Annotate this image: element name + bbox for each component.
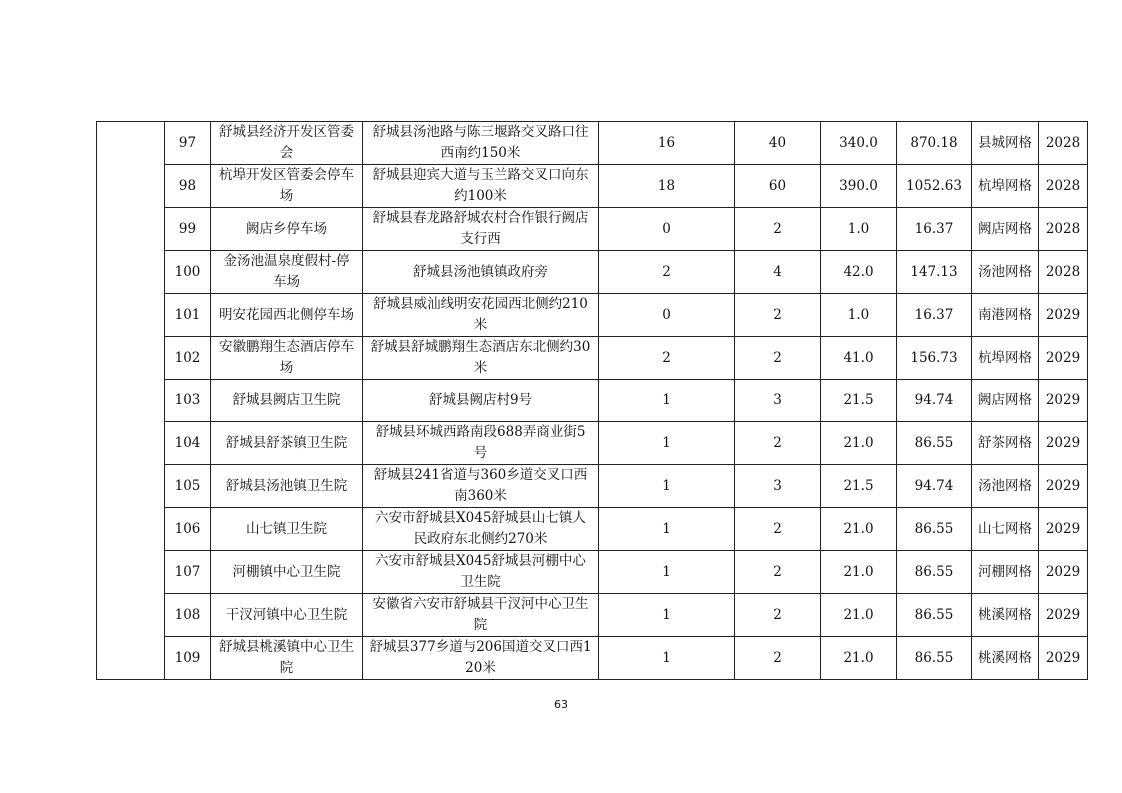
year: 2028 [1039, 165, 1088, 208]
grid-name: 舒茶网格 [972, 422, 1039, 465]
site-name: 金汤池温泉度假村-停车场 [211, 251, 363, 294]
row-number: 109 [165, 637, 211, 680]
grid-name: 河棚网格 [972, 551, 1039, 594]
value-a: 16 [599, 122, 735, 165]
grid-name: 桃溪网格 [972, 637, 1039, 680]
site-name: 安徽鹏翔生态酒店停车场 [211, 337, 363, 380]
value-b: 2 [735, 551, 821, 594]
site-address: 舒城县环城西路南段688弄商业街5号 [363, 422, 599, 465]
value-d: 86.55 [897, 508, 972, 551]
site-address: 舒城县241省道与360乡道交叉口西南360米 [363, 465, 599, 508]
table-row [97, 637, 1088, 680]
value-a: 0 [599, 208, 735, 251]
table-row [97, 294, 1088, 337]
value-c: 21.0 [821, 637, 897, 680]
value-c: 21.0 [821, 422, 897, 465]
table-row [97, 594, 1088, 637]
value-d: 16.37 [897, 294, 972, 337]
year: 2029 [1039, 337, 1088, 380]
value-c: 21.5 [821, 465, 897, 508]
value-c: 21.0 [821, 594, 897, 637]
value-b: 4 [735, 251, 821, 294]
table-row [97, 337, 1088, 380]
value-d: 16.37 [897, 208, 972, 251]
table-row [97, 122, 1088, 165]
value-a: 1 [599, 594, 735, 637]
value-a: 1 [599, 551, 735, 594]
value-b: 3 [735, 465, 821, 508]
site-name: 舒城县阙店卫生院 [211, 380, 363, 422]
value-c: 41.0 [821, 337, 897, 380]
value-a: 18 [599, 165, 735, 208]
value-c: 1.0 [821, 294, 897, 337]
grid-name: 杭埠网格 [972, 337, 1039, 380]
page-number: 63 [554, 698, 568, 711]
data-table [96, 121, 1088, 680]
value-d: 156.73 [897, 337, 972, 380]
grid-name: 阙店网格 [972, 380, 1039, 422]
year: 2029 [1039, 294, 1088, 337]
value-c: 42.0 [821, 251, 897, 294]
row-number: 108 [165, 594, 211, 637]
grid-name: 桃溪网格 [972, 594, 1039, 637]
value-b: 2 [735, 637, 821, 680]
grid-name: 汤池网格 [972, 251, 1039, 294]
value-b: 60 [735, 165, 821, 208]
value-c: 21.0 [821, 551, 897, 594]
site-address: 六安市舒城县X045舒城县河棚中心卫生院 [363, 551, 599, 594]
table-row [97, 251, 1088, 294]
site-address: 舒城县春龙路舒城农村合作银行阙店支行西 [363, 208, 599, 251]
value-a: 0 [599, 294, 735, 337]
site-name: 明安花园西北侧停车场 [211, 294, 363, 337]
row-number: 97 [165, 122, 211, 165]
site-name: 山七镇卫生院 [211, 508, 363, 551]
row-number: 100 [165, 251, 211, 294]
table-row [97, 422, 1088, 465]
year: 2028 [1039, 208, 1088, 251]
table-row [97, 465, 1088, 508]
site-name: 舒城县舒茶镇卫生院 [211, 422, 363, 465]
value-b: 2 [735, 422, 821, 465]
site-name: 干汊河镇中心卫生院 [211, 594, 363, 637]
value-d: 86.55 [897, 422, 972, 465]
site-address: 舒城县迎宾大道与玉兰路交叉口向东约100米 [363, 165, 599, 208]
value-b: 2 [735, 508, 821, 551]
value-d: 870.18 [897, 122, 972, 165]
year: 2029 [1039, 465, 1088, 508]
table-row [97, 165, 1088, 208]
site-address: 舒城县汤池镇镇政府旁 [363, 251, 599, 294]
year: 2028 [1039, 122, 1088, 165]
value-b: 2 [735, 337, 821, 380]
value-a: 1 [599, 465, 735, 508]
category-cell [97, 122, 165, 680]
value-b: 40 [735, 122, 821, 165]
row-number: 99 [165, 208, 211, 251]
site-address: 舒城县舒城鹏翔生态酒店东北侧约30米 [363, 337, 599, 380]
grid-name: 南港网格 [972, 294, 1039, 337]
site-address: 六安市舒城县X045舒城县山七镇人民政府东北侧约270米 [363, 508, 599, 551]
year: 2029 [1039, 594, 1088, 637]
row-number: 104 [165, 422, 211, 465]
value-d: 147.13 [897, 251, 972, 294]
site-name: 阙店乡停车场 [211, 208, 363, 251]
site-name: 舒城县经济开发区管委会 [211, 122, 363, 165]
value-d: 86.55 [897, 637, 972, 680]
table-row [97, 551, 1088, 594]
grid-name: 山七网格 [972, 508, 1039, 551]
site-name: 舒城县桃溪镇中心卫生院 [211, 637, 363, 680]
year: 2029 [1039, 551, 1088, 594]
row-number: 101 [165, 294, 211, 337]
site-address: 舒城县汤池路与陈三堰路交叉路口往西南约150米 [363, 122, 599, 165]
value-b: 2 [735, 294, 821, 337]
value-d: 1052.63 [897, 165, 972, 208]
value-a: 1 [599, 637, 735, 680]
year: 2029 [1039, 637, 1088, 680]
year: 2028 [1039, 251, 1088, 294]
value-d: 94.74 [897, 380, 972, 422]
value-a: 1 [599, 422, 735, 465]
value-c: 1.0 [821, 208, 897, 251]
value-d: 86.55 [897, 594, 972, 637]
row-number: 107 [165, 551, 211, 594]
row-number: 106 [165, 508, 211, 551]
table-row [97, 508, 1088, 551]
value-b: 3 [735, 380, 821, 422]
row-number: 102 [165, 337, 211, 380]
site-name: 舒城县汤池镇卫生院 [211, 465, 363, 508]
value-d: 94.74 [897, 465, 972, 508]
site-address: 安徽省六安市舒城县干汊河中心卫生院 [363, 594, 599, 637]
value-c: 390.0 [821, 165, 897, 208]
row-number: 98 [165, 165, 211, 208]
value-c: 21.5 [821, 380, 897, 422]
site-address: 舒城县377乡道与206国道交叉口西120米 [363, 637, 599, 680]
site-address: 舒城县威汕线明安花园西北侧约210米 [363, 294, 599, 337]
value-a: 2 [599, 251, 735, 294]
grid-name: 阙店网格 [972, 208, 1039, 251]
grid-name: 杭埠网格 [972, 165, 1039, 208]
grid-name: 县城网格 [972, 122, 1039, 165]
site-address: 舒城县阙店村9号 [363, 380, 599, 422]
value-d: 86.55 [897, 551, 972, 594]
grid-name: 汤池网格 [972, 465, 1039, 508]
value-c: 340.0 [821, 122, 897, 165]
site-name: 河棚镇中心卫生院 [211, 551, 363, 594]
value-a: 1 [599, 380, 735, 422]
table-row [97, 380, 1088, 422]
row-number: 103 [165, 380, 211, 422]
site-name: 杭埠开发区管委会停车场 [211, 165, 363, 208]
year: 2029 [1039, 508, 1088, 551]
table-row [97, 208, 1088, 251]
value-a: 2 [599, 337, 735, 380]
year: 2029 [1039, 380, 1088, 422]
row-number: 105 [165, 465, 211, 508]
value-b: 2 [735, 594, 821, 637]
value-a: 1 [599, 508, 735, 551]
value-b: 2 [735, 208, 821, 251]
year: 2029 [1039, 422, 1088, 465]
value-c: 21.0 [821, 508, 897, 551]
